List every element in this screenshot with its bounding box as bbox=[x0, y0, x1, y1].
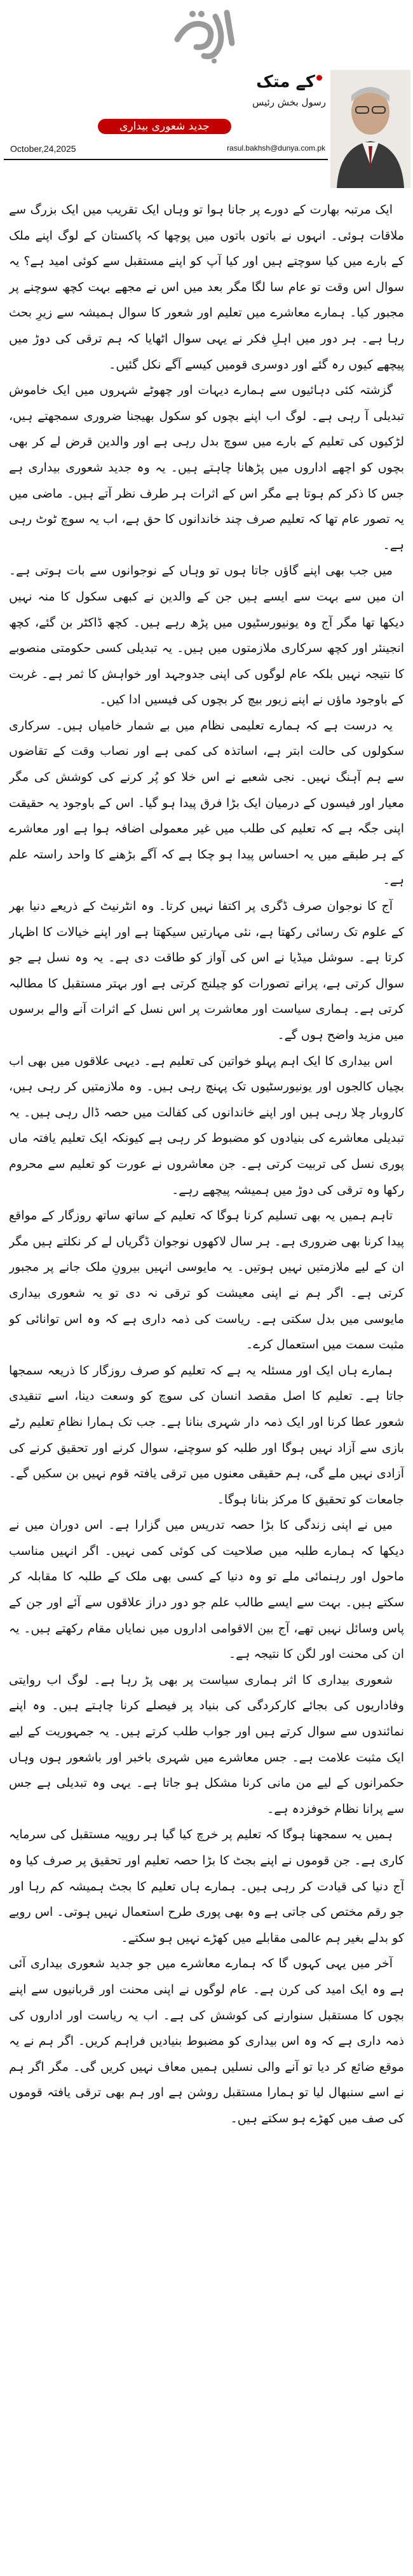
paragraph: ایک مرتبہ بھارت کے دورے پر جانا ہوا تو وہاں ایک تقریب میں ایک بزرگ سے ملاقات ہوئی۔ انہوں نے باتوں باتوں میں پوچھا کہ پاکستان کے لوگ اپنے ملک کے بارے میں کیا سوچتے ہیں اور کیا آپ کو اپنے مستقبل سے کوئی امید ہے؟ یہ سوال اس وقت تو عام سا لگا مگر بعد میں اس نے مجھے بہت کچھ سوچنے پر مجبور کیا۔ ہمارے معاشرے میں تعلیم اور شعور کا سوال ہمیشہ سے زیرِ بحث رہا ہے۔ ہر دور میں اہلِ فکر نے یہی سوال اٹھایا کہ ہم ترقی کی دوڑ میں پیچھے کیوں رہ گئے اور دوسری قومیں کیسے آگے نکل گئیں۔ bbox=[9, 203, 404, 372]
paragraph: اس بیداری کا ایک اہم پہلو خواتین کی تعلیم ہے۔ دیہی علاقوں میں بھی اب بچیاں کالجوں اور یونیورسٹیوں تک پہنچ رہی ہیں۔ وہ ملازمتیں کر رہی ہیں، کاروبار چلا رہی ہیں اور اپنے خاندانوں کی کفالت میں حصہ ڈال رہی ہیں۔ یہ تبدیلی معاشرے کی بنیادوں کو مضبوط کر رہی ہے کیونکہ ایک تعلیم یافتہ ماں پوری نسل کی تربیت کرتی ہے۔ جن معاشروں نے عورت کو تعلیم سے محروم رکھا وہ ترقی کی دوڑ میں ہمیشہ پیچھے رہے۔ bbox=[9, 1054, 404, 1197]
paragraph: میں نے اپنی زندگی کا بڑا حصہ تدریس میں گزارا ہے۔ اس دوران میں نے دیکھا کہ ہمارے طلبہ میں صلاحیت کی کوئی کمی نہیں۔ اگر انہیں مناسب ماحول اور رہنمائی ملے تو وہ دنیا کے کسی بھی ملک کے طلبہ کا مقابلہ کر سکتے ہیں۔ بہت سے ایسے طالب علم جو دور دراز علاقوں سے آئے اور جن کے پاس وسائل نہیں تھے، آج بین الاقوامی اداروں میں نمایاں مقام رکھتے ہیں۔ یہ ان کی محنت اور لگن کا نتیجہ ہے۔ bbox=[9, 1518, 404, 1662]
article-title: جدید شعوری بیداری bbox=[98, 119, 231, 134]
masthead bbox=[0, 0, 413, 69]
paragraph: ہمارے ہاں ایک اور مسئلہ یہ ہے کہ تعلیم کو صرف روزگار کا ذریعہ سمجھا جاتا ہے۔ تعلیم کا اصل مقصد انسان کی سوچ کو وسعت دینا، اسے تنقیدی شعور عطا کرنا اور ایک ذمہ دار شہری بنانا ہے۔ جب تک ہمارا نظامِ تعلیم رٹے بازی سے آزاد نہیں ہوگا اور طلبہ کو سوچنے، سوال کرنے اور تحقیق کرنے کی آزادی نہیں ملے گی، ہم حقیقی معنوں میں ترقی یافتہ قوم نہیں بن سکیں گے۔ جامعات کو تحقیق کا مرکز بنانا ہوگا۔ bbox=[9, 1363, 404, 1507]
author-email[interactable]: rasul.bakhsh@dunya.com.pk bbox=[227, 144, 325, 153]
author-name: رسول بخش رئیس bbox=[252, 97, 327, 108]
brand-dot-icon bbox=[316, 75, 322, 81]
paragraph: ہمیں یہ سمجھنا ہوگا کہ تعلیم پر خرچ کیا گیا ہر روپیہ مستقبل کی سرمایہ کاری ہے۔ جن قوموں نے اپنے بجٹ کا بڑا حصہ تعلیم اور تحقیق پر صرف کیا وہ آج دنیا کی قیادت کر رہی ہیں۔ ہمارے ہاں تعلیم کا بجٹ ہمیشہ کم رہا اور جو رقم مختص کی جاتی ہے وہ بھی پوری طرح استعمال نہیں ہوتی۔ اس رویے کو بدلے بغیر ہم عالمی مقابلے میں کھڑے نہیں ہو سکتے۔ bbox=[9, 1827, 404, 1945]
paragraph: آج کا نوجوان صرف ڈگری پر اکتفا نہیں کرتا۔ وہ انٹرنیٹ کے ذریعے دنیا بھر کے علوم تک رسائی رکھتا ہے، نئی مہارتیں سیکھتا ہے اور اپنے خیالات کا اظہار کرتا ہے۔ سوشل میڈیا نے اس کی آواز کو طاقت دی ہے۔ یہ وہ نسل ہے جو سوال کرتی ہے، پرانے تصورات کو چیلنج کرتی ہے اور بہتر مستقبل کا مطالبہ کرتی ہے۔ ہماری سیاست اور معاشرت پر اس نسل کے اثرات آنے والے برسوں میں مزید واضح ہوں گے۔ bbox=[9, 899, 404, 1042]
paragraph: گزشتہ کئی دہائیوں سے ہمارے دیہات اور چھوٹے شہروں میں ایک خاموش تبدیلی آ رہی ہے۔ لوگ اب اپنے بچوں کو سکول بھیجنا ضروری سمجھتے ہیں، لڑکیوں کی تعلیم کے بارے میں سوچ بدل رہی ہے اور والدین قرض لے کر بھی بچوں کو اچھے اداروں میں پڑھانا چاہتے ہیں۔ یہ وہ جدید شعوری بیداری ہے جس کا ذکر کم ہوتا ہے مگر اس کے اثرات ہر طرف نظر آتے ہیں۔ ماضی میں یہ تصور عام تھا کہ تعلیم صرف چند خاندانوں کا حق ہے، اب یہ سوچ ٹوٹ رہی ہے۔ bbox=[9, 383, 404, 552]
author-portrait-icon bbox=[330, 70, 410, 188]
article-meta bbox=[0, 142, 329, 158]
column-header bbox=[0, 69, 413, 189]
paragraph: تاہم ہمیں یہ بھی تسلیم کرنا ہوگا کہ تعلیم کے ساتھ ساتھ روزگار کے مواقع پیدا کرنا بھی ضروری ہے۔ ہر سال لاکھوں نوجوان ڈگریاں لے کر نکلتے ہیں مگر ان کے لیے ملازمتیں نہیں ہوتیں۔ یہ مایوسی انہیں بیرونِ ملک جانے پر مجبور کرتی ہے۔ اگر ہم نے اپنی معیشت کو ترقی نہ دی تو یہ شعوری بیداری مایوسی میں بدل سکتی ہے۔ ریاست کی ذمہ داری ہے کہ وہ اس توانائی کو مثبت سمت میں استعمال کرے۔ bbox=[9, 1209, 404, 1352]
dunya-logo bbox=[168, 3, 245, 66]
paragraph: آخر میں یہی کہوں گا کہ ہمارے معاشرے میں جو جدید شعوری بیداری آئی ہے وہ ایک امید کی کرن ہے۔ عام لوگوں نے اپنی محنت اور قربانیوں سے اپنے بچوں کا مستقبل سنوارنے کی کوشش کی ہے۔ اب یہ ریاست اور اداروں کی ذمہ داری ہے کہ وہ اس بیداری کو مضبوط بنیادیں فراہم کریں۔ اگر ہم نے یہ موقع ضائع کر دیا تو آنے والی نسلیں ہمیں معاف نہیں کریں گی۔ مگر اگر ہم نے اسے سنبھال لیا تو ہمارا مستقبل روشن ہے اور ہم بھی ترقی یافتہ قوموں کی صف میں کھڑے ہو سکتے ہیں۔ bbox=[9, 1956, 404, 2125]
author-photo bbox=[330, 70, 410, 188]
column-brand-text: کے متک bbox=[256, 72, 315, 92]
header-divider bbox=[4, 159, 328, 160]
headline-banner bbox=[0, 117, 329, 136]
paragraph: شعوری بیداری کا اثر ہماری سیاست پر بھی پڑ رہا ہے۔ لوگ اب روایتی وفاداریوں کی بجائے کارکردگی کی بنیاد پر فیصلے کرنا چاہتے ہیں۔ وہ اپنے نمائندوں سے سوال کرتے ہیں اور جواب طلب کرتے ہیں۔ یہ جمہوریت کے لیے ایک مثبت علامت ہے۔ جس معاشرے میں شہری باخبر اور باشعور ہوں وہاں حکمرانوں کے لیے من مانی کرنا مشکل ہو جاتا ہے۔ یہی وہ تبدیلی ہے جس سے پرانا نظام خوفزدہ ہے۔ bbox=[9, 1672, 404, 1816]
paragraph: یہ درست ہے کہ ہمارے تعلیمی نظام میں بے شمار خامیاں ہیں۔ سرکاری سکولوں کی حالت ابتر ہے، اساتذہ کی کمی ہے اور نصاب وقت کے تقاضوں سے ہم آہنگ نہیں۔ نجی شعبے نے اس خلا کو پُر کرنے کی کوشش کی مگر معیار اور فیسوں کے درمیان ایک بڑا فرق پیدا ہو گیا۔ اس کے باوجود یہ حقیقت اپنی جگہ ہے کہ تعلیم کی طلب میں غیر معمولی اضافہ ہوا ہے اور معاشرے کے ہر طبقے میں یہ احساس پیدا ہو چکا ہے کہ آگے بڑھنے کا واحد راستہ علم ہے۔ bbox=[9, 718, 404, 888]
article-body bbox=[9, 197, 404, 2571]
paragraph: میں جب بھی اپنے گاؤں جاتا ہوں تو وہاں کے نوجوانوں سے بات ہوتی ہے۔ ان میں سے بہت سے ایسے ہیں جن کے والدین نے کبھی سکول کا منہ نہیں دیکھا تھا مگر آج وہ یونیورسٹیوں میں پڑھ رہے ہیں۔ کچھ ڈاکٹر بن گئے، کچھ انجینئر اور کچھ سرکاری ملازمتوں میں ہیں۔ یہ تبدیلی کسی حکومتی منصوبے کا نتیجہ نہیں بلکہ عام لوگوں کی اپنی جدوجہد اور خواہش کا ثمر ہے۔ غربت کے باوجود ماؤں نے اپنے زیور بیچ کر بچوں کی فیسیں ادا کیں۔ bbox=[9, 564, 404, 707]
publish-date: October,24,2025 bbox=[10, 144, 76, 154]
dunya-logo-icon bbox=[168, 3, 245, 66]
column-brand bbox=[250, 72, 328, 95]
